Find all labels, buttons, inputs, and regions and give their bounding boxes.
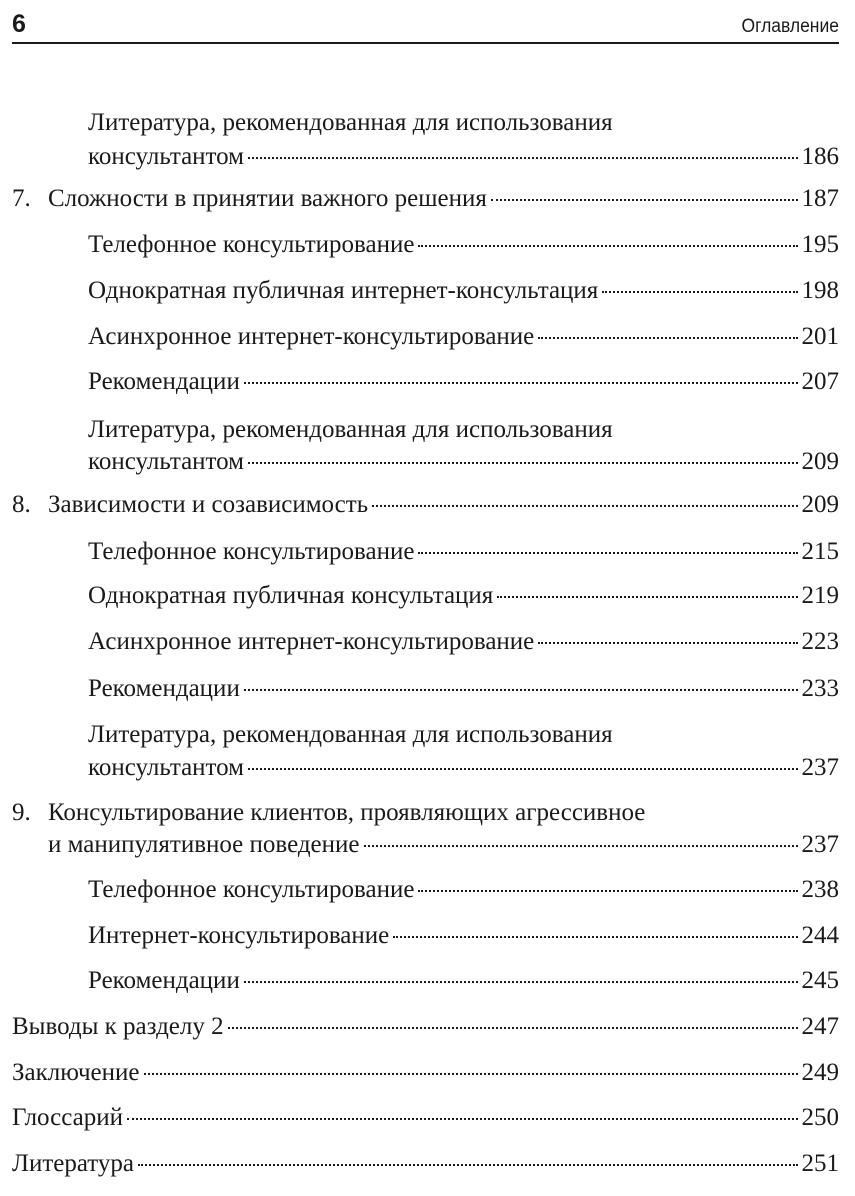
toc-page-number: 186	[801, 143, 839, 170]
toc-page-number: 237	[801, 754, 839, 781]
toc-entry-title: и манипулятивное поведение	[48, 831, 360, 858]
toc-chapter-9-title-line: 9. Консультирование клиентов, проявляющих агрессивное	[12, 797, 839, 829]
toc-page-number: 237	[801, 831, 839, 858]
leader-dots	[491, 199, 798, 201]
toc-chapter-8[interactable]	[12, 489, 839, 521]
toc-entry-title: консультантом	[88, 754, 244, 781]
leader-dots	[418, 245, 797, 247]
toc-entry[interactable]	[12, 874, 839, 906]
toc-chapter-9[interactable]	[12, 829, 839, 861]
toc-entry-title: Телефонное консультирование	[88, 876, 415, 903]
toc-entry-title: Рекомендации	[88, 967, 240, 994]
toc-entry-title: Телефонное консультирование	[88, 231, 415, 258]
toc-entry[interactable]	[12, 446, 839, 478]
running-header	[12, 8, 839, 44]
leader-dots	[244, 689, 798, 691]
leader-dots	[602, 291, 797, 293]
toc-entry[interactable]	[12, 1011, 839, 1043]
toc-entry-title: Глоссарий	[12, 1104, 124, 1131]
toc-entry[interactable]	[12, 141, 839, 173]
leader-dots	[538, 642, 797, 644]
toc-entry[interactable]	[12, 965, 839, 997]
toc-entry[interactable]	[12, 321, 839, 353]
toc-entry[interactable]	[12, 275, 839, 307]
leader-dots	[372, 505, 797, 507]
leader-dots	[497, 596, 797, 598]
page-number: 6	[12, 10, 26, 38]
toc-page-number: 209	[801, 491, 839, 518]
leader-dots	[248, 462, 798, 464]
leader-dots	[138, 1164, 798, 1166]
toc-entry-title-line: Литература, рекомендованная для использования	[88, 109, 613, 136]
toc-page-number: 201	[801, 323, 839, 350]
toc-entry-title: Литература	[12, 1150, 134, 1177]
toc-page-number: 195	[801, 231, 839, 258]
leader-dots	[418, 552, 797, 554]
toc-entry-title: 8. Зависимости и созависимость	[12, 489, 368, 521]
chapter-number: 9.	[12, 799, 31, 826]
toc-chapter-7[interactable]	[12, 183, 839, 215]
toc-page-number: 223	[801, 628, 839, 655]
chapter-number: 8.	[12, 491, 31, 518]
toc-page-number: 198	[801, 277, 839, 304]
toc-entry-title: 7. Сложности в принятии важного решения	[12, 183, 487, 215]
leader-dots	[364, 845, 798, 847]
toc-entry[interactable]	[12, 580, 839, 612]
toc-entry[interactable]	[12, 673, 839, 705]
leader-dots	[393, 936, 797, 938]
toc-page-number: 209	[801, 448, 839, 475]
toc-entry-title: Телефонное консультирование	[88, 538, 415, 565]
toc-entry-title-line: Литература, рекомендованная для использования	[88, 721, 613, 748]
leader-dots	[228, 1027, 798, 1029]
toc-entry-title: Однократная публичная интернет-консультация	[88, 277, 599, 304]
leader-dots	[248, 157, 798, 159]
leader-dots	[538, 337, 797, 339]
toc-entry[interactable]	[12, 229, 839, 261]
toc-page-number: 238	[801, 876, 839, 903]
toc-page-number: 207	[801, 368, 839, 395]
leader-dots	[244, 981, 798, 983]
toc-page-number: 244	[801, 922, 839, 949]
chapter-number: 7.	[12, 185, 31, 212]
leader-dots	[144, 1073, 798, 1075]
toc-entry-title: Заключение	[12, 1059, 140, 1086]
toc-entry[interactable]	[12, 752, 839, 784]
toc-page-number: 233	[801, 675, 839, 702]
toc-entry[interactable]	[12, 536, 839, 568]
toc-entry[interactable]	[12, 920, 839, 952]
toc-entry-title: консультантом	[88, 448, 244, 475]
toc-entry-title: Рекомендации	[88, 368, 240, 395]
toc-page-number: 251	[801, 1150, 839, 1177]
toc-page-number: 250	[801, 1104, 839, 1131]
leader-dots	[244, 382, 798, 384]
toc-entry-title: Интернет-консультирование	[88, 922, 390, 949]
toc-entry-title: Выводы к разделу 2	[12, 1013, 224, 1040]
toc-entry-title: Рекомендации	[88, 675, 240, 702]
toc-entry-title: консультантом	[88, 143, 244, 170]
toc-page-number: 249	[801, 1059, 839, 1086]
toc-page-number: 187	[801, 185, 839, 212]
toc-entry-title-line: Литература, рекомендованная для использования	[88, 416, 613, 443]
leader-dots	[127, 1118, 797, 1120]
toc-entry[interactable]	[12, 626, 839, 658]
toc-page-number: 245	[801, 967, 839, 994]
toc-entry[interactable]	[12, 366, 839, 398]
toc-page-number: 215	[801, 538, 839, 565]
leader-dots	[418, 890, 797, 892]
toc-page-number: 219	[801, 582, 839, 609]
running-title: Оглавление	[741, 16, 839, 37]
toc-entry-title: Однократная публичная консультация	[88, 582, 494, 609]
toc-entry-title: Асинхронное интернет-консультирование	[88, 323, 535, 350]
leader-dots	[248, 768, 798, 770]
toc-entry-title: Асинхронное интернет-консультирование	[88, 628, 535, 655]
toc-entry[interactable]	[12, 1102, 839, 1134]
toc-entry[interactable]	[12, 1148, 839, 1180]
toc-entry[interactable]	[12, 1057, 839, 1089]
toc-page-number: 247	[801, 1013, 839, 1040]
